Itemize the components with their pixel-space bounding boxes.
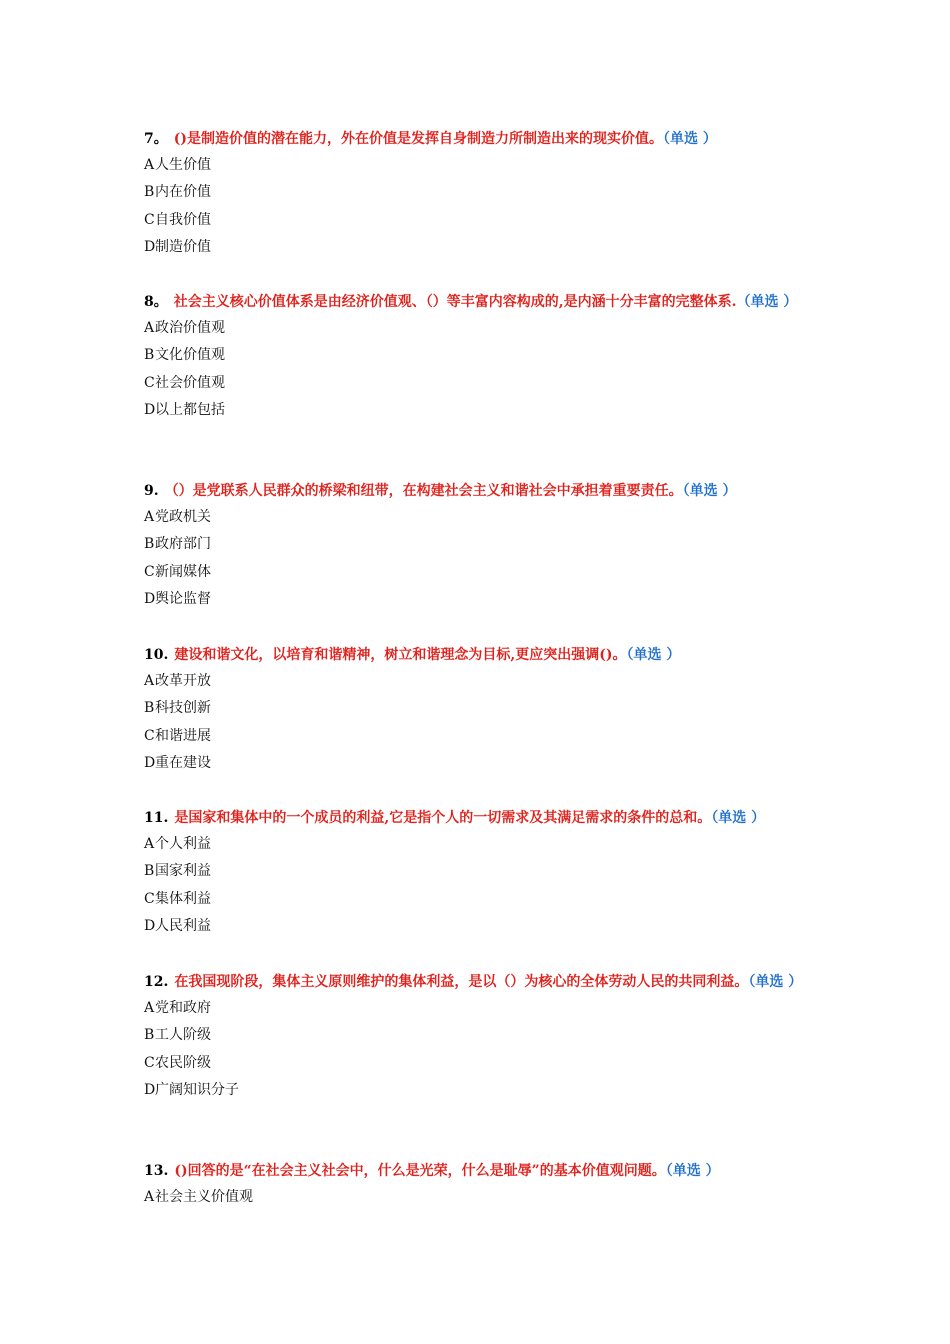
option-b[interactable]: B政府部门 <box>144 536 211 553</box>
question-number: 13. <box>144 1163 169 1179</box>
option-b[interactable]: B内在价值 <box>144 184 211 201</box>
question-number: 9. <box>144 483 159 499</box>
question-number: 10. <box>144 647 169 663</box>
option-c[interactable]: C社会价值观 <box>144 374 225 391</box>
question-stem <box>144 127 804 152</box>
question-11 <box>144 806 804 940</box>
option-a[interactable]: A改革开放 <box>144 673 211 689</box>
question-stem <box>144 1159 804 1184</box>
option-d[interactable]: D制造价值 <box>144 238 211 255</box>
option-c[interactable]: C集体利益 <box>144 890 211 907</box>
question-number: 11. <box>144 810 169 826</box>
question-8 <box>144 290 804 424</box>
question-type-tag: （单选 ） <box>748 974 803 990</box>
question-number: 12. <box>144 974 169 990</box>
question-stem <box>144 479 804 504</box>
question-stem <box>144 806 804 831</box>
option-b[interactable]: B科技创新 <box>144 700 211 717</box>
option-c[interactable]: C自我价值 <box>144 211 211 228</box>
question-number: 8。 <box>144 294 168 310</box>
option-b[interactable]: B工人阶级 <box>144 1027 211 1044</box>
question-type-tag: （单选 ） <box>665 1163 720 1179</box>
question-type-tag: （单选 ） <box>682 483 737 499</box>
question-text: ()是制造价值的潜在能力，外在价值是发挥自身制造力所制造出来的现实价值。 <box>173 131 663 147</box>
question-text: 是国家和集体中的一个成员的利益,它是指个人的一切需求及其满足需求的条件的总和。 <box>174 810 712 826</box>
option-a[interactable]: A党和政府 <box>144 1000 211 1016</box>
question-type-tag: （单选 ） <box>711 810 766 826</box>
question-13 <box>144 1159 804 1211</box>
option-c[interactable]: C新闻媒体 <box>144 563 211 580</box>
question-10 <box>144 643 804 777</box>
question-7 <box>144 127 804 261</box>
option-c[interactable]: C和谐进展 <box>144 727 211 744</box>
question-stem <box>144 643 804 668</box>
question-stem <box>144 290 804 315</box>
option-a[interactable]: A政治价值观 <box>144 320 225 336</box>
question-type-tag: （单选 ） <box>663 131 717 147</box>
question-stem <box>144 970 804 995</box>
question-text: 建设和谐文化，以培育和谐精神，树立和谐理念为目标,更应突出强调()。 <box>174 647 627 663</box>
option-a[interactable]: A个人利益 <box>144 836 211 852</box>
question-12 <box>144 970 804 1104</box>
option-a[interactable]: A党政机关 <box>144 509 211 525</box>
question-type-tag: （单选 ） <box>736 294 798 310</box>
question-text: 社会主义核心价值体系是由经济价值观、（）等丰富内容构成的,是内涵十分丰富的完整体系. <box>173 294 737 310</box>
option-d[interactable]: D重在建设 <box>144 754 211 771</box>
question-type-tag: （单选 ） <box>626 647 681 663</box>
question-text: 在我国现阶段，集体主义原则维护的集体利益，是以（）为核心的全体劳动人民的共同利益。 <box>174 974 749 990</box>
question-text: ()回答的是“在社会主义社会中，什么是光荣，什么是耻辱”的基本价值观问题。 <box>174 1163 666 1179</box>
option-d[interactable]: D广阔知识分子 <box>144 1081 239 1098</box>
option-a[interactable]: A人生价值 <box>144 157 211 173</box>
question-9 <box>144 479 804 613</box>
question-text: （）是党联系人民群众的桥梁和纽带，在构建社会主义和谐社会中承担着重要责任。 <box>164 483 683 499</box>
question-number: 7。 <box>144 131 168 147</box>
option-a[interactable]: A社会主义价值观 <box>144 1189 253 1205</box>
option-d[interactable]: D舆论监督 <box>144 590 211 607</box>
option-d[interactable]: D以上都包括 <box>144 401 225 418</box>
option-b[interactable]: B国家利益 <box>144 863 211 880</box>
option-b[interactable]: B文化价值观 <box>144 347 225 364</box>
option-d[interactable]: D人民利益 <box>144 917 211 934</box>
option-c[interactable]: C农民阶级 <box>144 1054 211 1071</box>
